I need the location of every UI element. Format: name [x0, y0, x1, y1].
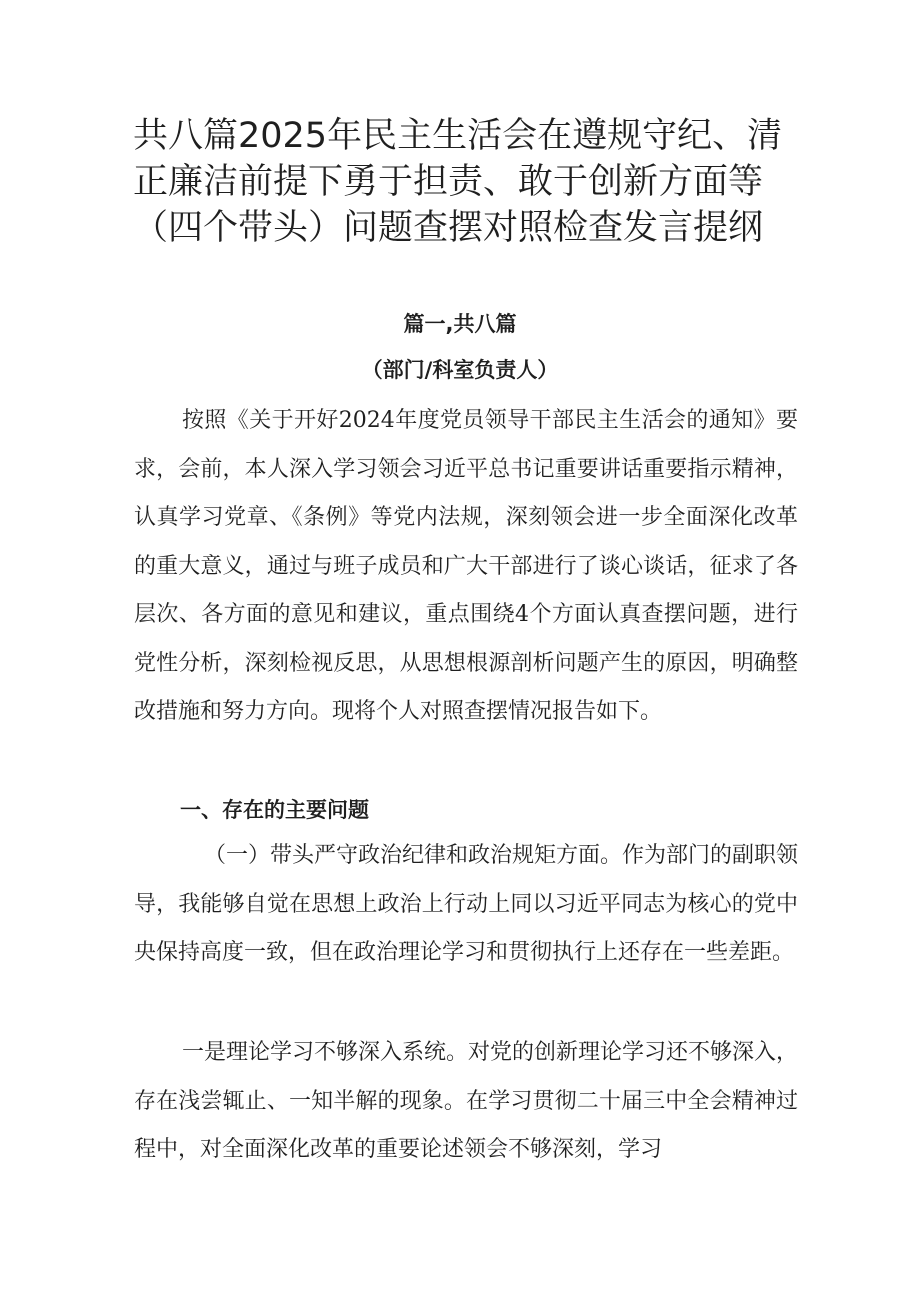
document-title: 共八篇2025年民主生活会在遵规守纪、清正廉洁前提下勇于担责、敢于创新方面等（四个带头）问题查摆对照检查发言提纲: [133, 116, 783, 248]
item-1-paragraph: （一）带头严守政治纪律和政治规矩方面。作为部门的副职领导，我能够自觉在思想上政治上行动上同以习近平同志为核心的党中央保持高度一致，但在政治理论学习和贯彻执行上还存在一些差距。: [134, 843, 799, 965]
section-subtitle: （部门/科室负责人）: [361, 358, 559, 382]
section-title: 篇一,共八篇: [403, 312, 517, 336]
point-1-paragraph: 一是理论学习不够深入系统。对党的创新理论学习还不够深入，存在浅尝辄止、一知半解的现象。在学习贯彻二十届三中全会精神过程中，对全面深化改革的重要论述领会不够深刻，学习: [134, 1040, 799, 1162]
intro-paragraph: 按照《关于开好2024年度党员领导干部民主生活会的通知》要求，会前，本人深入学习领会习近平总书记重要讲话重要指示精神，认真学习党章、《条例》等党内法规，深刻领会进一步全面深化改革的重大意义，通过与班子成员和广大干部进行了谈心谈话，征求了各层次、各方面的意见和建议，重点围绕4个方面认真查摆问题，进行党性分析，深刻检视反思，从思想根源剖析问题产生的原因，明确整改措施和努力方向。现将个人对照查摆情况报告如下。: [134, 408, 798, 724]
heading-main-problems: 一、存在的主要问题: [180, 798, 369, 822]
